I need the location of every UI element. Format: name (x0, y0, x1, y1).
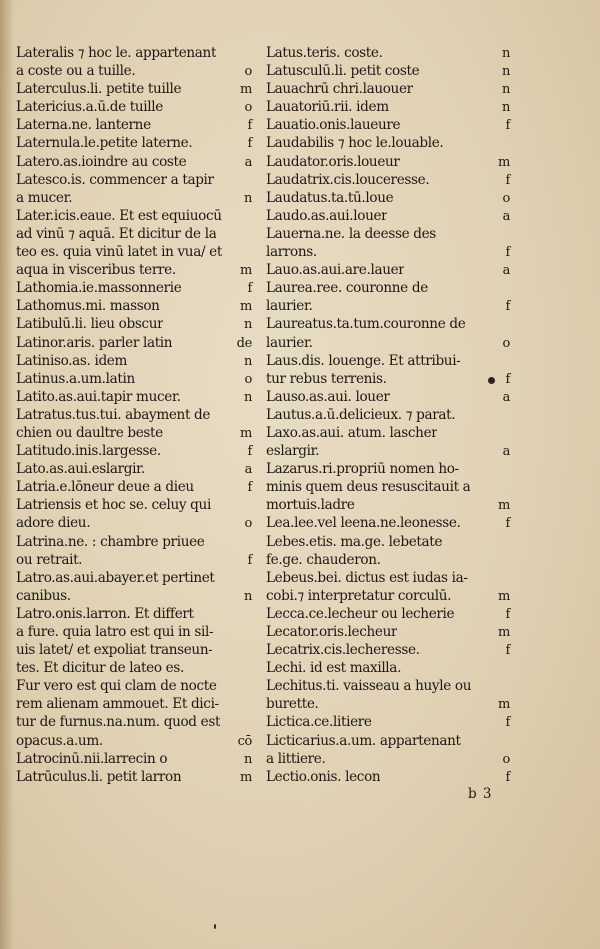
entry-text: Latro.as.aui.abayer.et pertinet (16, 569, 215, 586)
grammar-mark: m (240, 769, 252, 785)
left-column (16, 44, 252, 786)
dictionary-line (16, 207, 252, 225)
entry-text: Lazarus.ri.propriū nomen ho- (266, 461, 459, 478)
grammar-mark: n (501, 82, 510, 98)
dictionary-line (266, 279, 510, 297)
entry-text: Lecatrix.cis.lecheresse. (266, 642, 420, 659)
dictionary-line (16, 116, 252, 134)
dictionary-line (16, 514, 252, 532)
dictionary-line (266, 225, 510, 243)
dictionary-line (266, 62, 510, 80)
entry-text: Laurea.ree. couronne de (266, 280, 428, 297)
entry-text: Latibulū.li. lieu obscur (16, 316, 164, 333)
grammar-mark: f (247, 118, 252, 134)
dictionary-line (16, 388, 252, 406)
grammar-mark: n (501, 100, 510, 116)
ink-speck (488, 377, 495, 384)
entry-text: ou retrait. (16, 551, 83, 568)
entry-text: Laterna.ne. lanterne (16, 117, 151, 134)
entry-text: Laudabilis ⁊ hoc le.louable. (266, 135, 444, 152)
dictionary-line (16, 750, 252, 768)
dictionary-line (266, 334, 510, 352)
dictionary-line (266, 587, 510, 605)
dictionary-line (266, 605, 510, 623)
grammar-mark: o (244, 371, 252, 387)
dictionary-line (16, 189, 252, 207)
grammar-mark: cō (237, 733, 252, 749)
entry-text: Laterculus.li. petite tuille (16, 81, 182, 98)
entry-text: Lathomus.mi. masson (16, 298, 160, 315)
entry-text: a mucer. (16, 189, 73, 206)
dictionary-line (266, 695, 510, 713)
grammar-mark: m (240, 299, 252, 315)
dictionary-line (266, 44, 510, 62)
ink-speck (214, 924, 216, 929)
dictionary-line (16, 496, 252, 514)
entry-text: Laternula.le.petite laterne. (16, 135, 193, 152)
grammar-mark: f (505, 643, 510, 659)
dictionary-line (16, 768, 252, 786)
entry-text: chien ou daultre beste (16, 424, 163, 441)
dictionary-line (266, 677, 510, 695)
dictionary-line (266, 750, 510, 768)
grammar-mark: m (498, 154, 510, 170)
grammar-mark: m (240, 82, 252, 98)
grammar-mark: f (505, 606, 510, 622)
entry-text: Lecator.oris.lecheur (266, 624, 398, 640)
dictionary-line (16, 315, 252, 333)
dictionary-line (16, 533, 252, 551)
entry-text: laurier. (266, 334, 313, 351)
grammar-mark: m (498, 625, 510, 640)
dictionary-line (266, 713, 510, 731)
page-gutter-shadow (0, 0, 14, 949)
entry-text: Latriensis et hoc se. celuy qui (16, 497, 211, 514)
grammar-mark: m (498, 498, 510, 514)
entry-text: Latrocinū.nii.larrecin o (16, 750, 168, 767)
dictionary-line (266, 116, 510, 134)
grammar-mark: de (236, 335, 252, 351)
grammar-mark: n (243, 353, 252, 369)
entry-text: mortuis.ladre (266, 497, 355, 514)
entry-text: Lebes.etis. ma.ge. lebetate (266, 533, 443, 550)
grammar-mark: f (505, 172, 510, 188)
dictionary-line (16, 80, 252, 98)
dictionary-line (266, 189, 510, 207)
entry-text: Lateralis ⁊ hoc le. appartenant (16, 45, 217, 61)
dictionary-line (266, 98, 510, 116)
grammar-mark: o (244, 516, 252, 532)
grammar-mark: f (247, 281, 252, 297)
dictionary-line (16, 713, 252, 731)
entry-text: Latesco.is. commencer a tapir (16, 171, 214, 188)
entry-text: Latratus.tus.tui. abayment de (16, 406, 211, 423)
grammar-mark: a (502, 389, 510, 405)
entry-text: Laudatrix.cis.louceresse. (266, 171, 430, 188)
dictionary-line (16, 44, 252, 62)
dictionary-line (16, 261, 252, 279)
grammar-mark: m (240, 263, 252, 279)
grammar-mark: a (244, 462, 252, 478)
grammar-mark: f (505, 118, 510, 134)
grammar-mark: a (244, 154, 252, 170)
grammar-mark: f (505, 371, 510, 387)
dictionary-line (266, 641, 510, 659)
dictionary-line (16, 587, 252, 605)
entry-text: Lechi. id est maxilla. (266, 660, 402, 677)
grammar-mark: n (243, 389, 252, 405)
entry-text: burette. (266, 696, 319, 713)
dictionary-line (266, 533, 510, 551)
dictionary-line (266, 496, 510, 514)
dictionary-line (16, 352, 252, 370)
grammar-mark: f (505, 715, 510, 731)
dictionary-line (16, 62, 252, 80)
dictionary-line (16, 424, 252, 442)
dictionary-line (266, 243, 510, 261)
dictionary-line (266, 514, 510, 532)
entry-text: Lea.lee.vel leena.ne.leonesse. (266, 515, 461, 532)
entry-text: Lauatoriū.rii. idem (266, 99, 389, 116)
entry-text: ad vinū ⁊ aquā. Et dicitur de la (16, 225, 217, 242)
grammar-mark: f (247, 480, 252, 496)
entry-text: Lauo.as.aui.are.lauer (266, 262, 405, 279)
dictionary-line (266, 207, 510, 225)
entry-text: Lauachrū chri.lauouer (266, 81, 413, 98)
grammar-mark: n (243, 751, 252, 767)
entry-text: tes. Et dicitur de lateo es. (16, 660, 184, 677)
entry-text: Lebeus.bei. dictus est iudas ia- (266, 569, 468, 586)
dictionary-line (16, 732, 252, 750)
grammar-mark: a (502, 444, 510, 460)
dictionary-line (16, 623, 252, 641)
dictionary-line (266, 388, 510, 406)
entry-text: Latus.teris. coste. (266, 45, 383, 61)
grammar-mark: m (498, 697, 510, 713)
entry-text: a littiere. (266, 750, 326, 767)
grammar-mark: n (501, 64, 510, 80)
entry-text: Latro.onis.larron. Et differt (16, 605, 194, 622)
entry-text: teo es. quia vinū latet in vua/ et (16, 244, 222, 261)
dictionary-line (16, 334, 252, 352)
entry-text: Latria.e.lōneur deue a dieu (16, 479, 194, 496)
grammar-mark: m (240, 425, 252, 441)
entry-text: Lauso.as.aui. louer (266, 388, 390, 405)
dictionary-line (16, 641, 252, 659)
dictionary-line (16, 478, 252, 496)
grammar-mark: n (243, 317, 252, 333)
dictionary-line (266, 478, 510, 496)
entry-text: Latero.as.ioindre au coste (16, 153, 187, 170)
dictionary-line (16, 569, 252, 587)
dictionary-line (16, 134, 252, 152)
grammar-mark: f (505, 299, 510, 315)
grammar-mark: n (501, 46, 510, 61)
entry-text: Lectio.onis. lecon (266, 768, 381, 785)
dictionary-line (16, 370, 252, 388)
dictionary-line (16, 551, 252, 569)
dictionary-line (16, 297, 252, 315)
dictionary-line (16, 605, 252, 623)
grammar-mark: f (505, 516, 510, 532)
dictionary-line (266, 659, 510, 677)
dictionary-line (266, 370, 510, 388)
grammar-mark: f (247, 136, 252, 152)
entry-text: Latitudo.inis.largesse. (16, 443, 161, 460)
dictionary-line (16, 442, 252, 460)
dictionary-line (266, 153, 510, 171)
entry-text: Lautus.a.ū.delicieux. ⁊ parat. (266, 406, 456, 423)
entry-text: Laureatus.ta.tum.couronne de (266, 316, 466, 333)
entry-text: Laus.dis. louenge. Et attribui- (266, 352, 461, 369)
entry-text: minis quem deus resuscitauit a (266, 479, 471, 496)
entry-text: tur rebus terrenis. (266, 370, 387, 387)
entry-text: Lecca.ce.lecheur ou lecherie (266, 605, 455, 622)
entry-text: Laudo.as.aui.louer (266, 207, 388, 224)
entry-text: Latusculū.li. petit coste (266, 63, 420, 80)
dictionary-line (16, 460, 252, 478)
entry-text: Lictica.ce.litiere (266, 714, 372, 731)
grammar-mark: o (502, 335, 510, 351)
dictionary-line (266, 80, 510, 98)
dictionary-line (266, 352, 510, 370)
entry-text: canibus. (16, 587, 71, 604)
grammar-mark: a (502, 263, 510, 279)
dictionary-line (266, 134, 510, 152)
entry-text: Lathomia.ie.massonnerie (16, 280, 182, 297)
entry-text: cobi.⁊ interpretatur corculū. (266, 587, 452, 604)
grammar-mark: o (502, 190, 510, 206)
entry-text: Latito.as.aui.tapir mucer. (16, 388, 181, 405)
entry-text: rem alienam ammouet. Et dici- (16, 696, 219, 713)
dictionary-line (16, 243, 252, 261)
dictionary-line (266, 261, 510, 279)
entry-text: Latrūculus.li. petit larron (16, 768, 182, 785)
entry-text: Later.icis.eaue. Et est equiuocū (16, 207, 222, 224)
grammar-mark: n (243, 190, 252, 206)
entry-text: Fur vero est qui clam de nocte (16, 678, 217, 695)
entry-text: Lato.as.aui.eslargir. (16, 461, 145, 478)
entry-text: fe.ge. chauderon. (266, 551, 381, 568)
dictionary-line (266, 171, 510, 189)
entry-text: eslargir. (266, 443, 320, 460)
dictionary-line (266, 424, 510, 442)
entry-text: laurier. (266, 298, 313, 315)
dictionary-line (16, 406, 252, 424)
grammar-mark: n (243, 588, 252, 604)
dictionary-line (266, 551, 510, 569)
entry-text: Lechitus.ti. vaisseau a huyle ou (266, 678, 472, 695)
entry-text: Laxo.as.aui. atum. lascher (266, 424, 438, 441)
dictionary-line (266, 442, 510, 460)
grammar-mark: o (244, 64, 252, 80)
entry-text: Latericius.a.ū.de tuille (16, 99, 163, 116)
dictionary-line (16, 677, 252, 695)
dictionary-line (16, 695, 252, 713)
entry-text: Laudator.oris.loueur (266, 153, 400, 170)
dictionary-line (16, 171, 252, 189)
grammar-mark: o (502, 751, 510, 767)
entry-text: opacus.a.um. (16, 732, 103, 749)
dictionary-line (16, 225, 252, 243)
dictionary-line (266, 768, 510, 786)
dictionary-line (266, 315, 510, 333)
dictionary-line (16, 153, 252, 171)
dictionary-line (266, 460, 510, 478)
signature-mark: b 3 (468, 786, 493, 802)
entry-text: a fure. quia latro est qui in sil- (16, 624, 214, 640)
grammar-mark: m (498, 588, 510, 604)
entry-text: tur de furnus.na.num. quod est (16, 714, 221, 731)
entry-text: Latiniso.as. idem (16, 352, 128, 369)
entry-text: Licticarius.a.um. appartenant (266, 732, 461, 749)
dictionary-line (266, 297, 510, 315)
entry-text: Lauerna.ne. la deesse des (266, 225, 436, 242)
grammar-mark: a (502, 208, 510, 224)
dictionary-line (266, 623, 510, 641)
grammar-mark: o (244, 100, 252, 116)
dictionary-line (266, 406, 510, 424)
entry-text: Laudatus.ta.tū.loue (266, 189, 394, 206)
entry-text: Latinor.aris. parler latin (16, 334, 173, 351)
grammar-mark: f (247, 552, 252, 568)
grammar-mark: f (505, 245, 510, 261)
dictionary-line (266, 569, 510, 587)
entry-text: a coste ou a tuille. (16, 63, 136, 80)
entry-text: Latrina.ne. : chambre priuee (16, 533, 205, 550)
dictionary-line (266, 732, 510, 750)
entry-text: larrons. (266, 244, 317, 261)
grammar-mark: f (505, 769, 510, 785)
entry-text: Latinus.a.um.latin (16, 370, 135, 387)
dictionary-line (16, 98, 252, 116)
entry-text: aqua in visceribus terre. (16, 262, 176, 279)
right-column (266, 44, 510, 786)
grammar-mark: f (247, 444, 252, 460)
entry-text: Lauatio.onis.laueure (266, 117, 401, 134)
dictionary-line (16, 279, 252, 297)
entry-text: uis latet/ et expoliat transeun- (16, 642, 213, 659)
dictionary-line (16, 659, 252, 677)
entry-text: adore dieu. (16, 515, 91, 532)
